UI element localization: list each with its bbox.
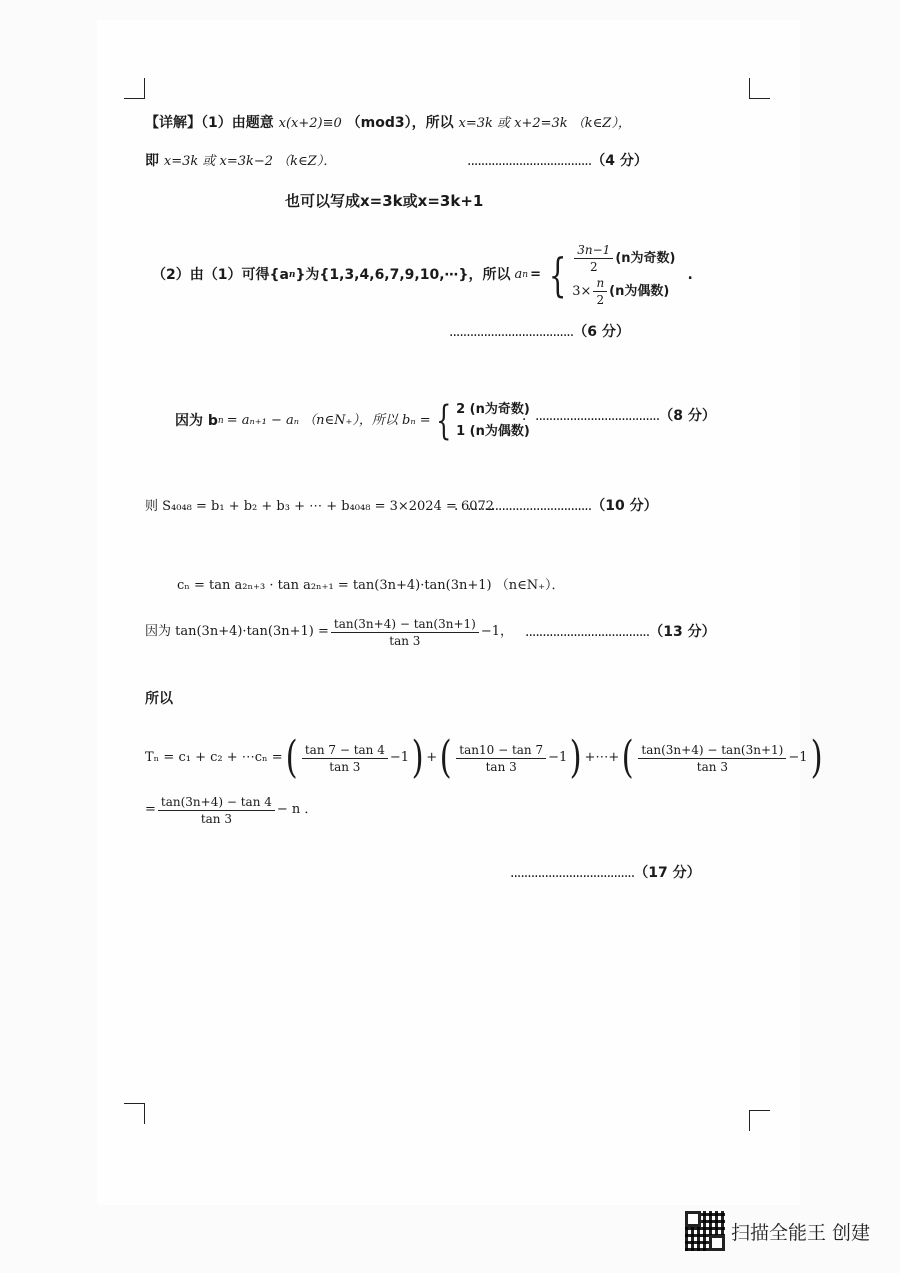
bn-case-even: 1 (n为偶数) xyxy=(456,424,530,439)
an-cases xyxy=(572,242,675,308)
score-8: ．....................................（8 分） xyxy=(522,408,716,424)
bn-brace: { xyxy=(435,398,451,444)
tan-identity-fraction: $\frac{\tan(3n+4) - \tan(3n+1)}{\tan 3}$ xyxy=(331,616,479,649)
part2-prefix: （2）由（1）可得{a xyxy=(152,267,289,283)
part1-line2-prefix: 即 xyxy=(145,153,159,169)
part1-condition: x(x+2)≡0 xyxy=(278,116,342,131)
part1-equation: x=3k 或 x+2=3k （k∈Z）， xyxy=(458,116,631,131)
corner-mark-top-right xyxy=(749,78,770,99)
corner-mark-top-left xyxy=(124,78,145,99)
part1-line1 xyxy=(145,113,631,134)
tn-fraction-2: $\frac{\tan 10 - \tan 7}{\tan 3}$ xyxy=(456,742,546,775)
suoyi-label: 所以 xyxy=(145,691,173,707)
an-brace: { xyxy=(548,248,567,302)
bn-prefix: 因为 b xyxy=(175,413,218,429)
scanner-watermark xyxy=(685,1211,870,1251)
bn-case-odd: 2 (n为奇数) xyxy=(456,402,530,417)
score-10: ．....................................（10 分） xyxy=(454,498,658,514)
tn-fraction-3: $\frac{\tan(3n+4) - \tan(3n+1)}{\tan 3}$ xyxy=(638,742,786,775)
score-17: ....................................（17 分） xyxy=(510,865,701,881)
bn-line: 因为 b n = aₙ₊₁ − aₙ （n∈N₊），所以 bₙ = { 2 (n为奇数) 1 (n为偶数) xyxy=(175,398,530,444)
score-13: ....................................（13 分） xyxy=(525,624,716,640)
sum-line: 则 S₄₀₄₈ = b₁ + b₂ + b₃ + ⋯ + b₄₀₄₈ = 3×2024 = 6072 xyxy=(145,499,495,514)
corner-mark-bottom-right xyxy=(749,1110,770,1131)
watermark-text: 扫描全能王 创建 xyxy=(730,1221,870,1244)
tan-identity-line: 因为 tan(3n+4)·tan(3n+1) = $\frac{\tan(3n+4) - \tan(3n+1)}{\tan 3}$ −1， xyxy=(145,616,513,648)
part1-line2-equation: x=3k 或 x=3k−2 （k∈Z）． xyxy=(163,154,337,169)
score-6: ....................................（6 分） xyxy=(449,324,630,340)
score-4: ....................................（4 分） xyxy=(467,153,648,169)
bn-definition: = aₙ₊₁ − aₙ （n∈N₊），所以 bₙ = xyxy=(226,413,431,428)
part1-intro: （1）由题意 xyxy=(201,115,274,131)
cn-line: cₙ = tan a₂ₙ₊₃ · tan a₂ₙ₊₁ = tan(3n+4)·tan(3n+1) （n∈N₊）． xyxy=(177,578,565,593)
tn-fraction-1: $\frac{\tan 7 - \tan 4}{\tan 3}$ xyxy=(302,742,388,775)
tn-result-fraction: $\frac{\tan(3n+4) - \tan 4}{\tan 3}$ xyxy=(158,794,275,827)
bn-cases xyxy=(456,399,530,443)
an-case-even: 3× $\frac{n}{2}$ (n为偶数) xyxy=(572,276,670,307)
tn-line: Tₙ = c₁ + c₂ + ⋯cₙ = ( $\frac{\tan 7 - \tan 4}{\tan 3}$ −1 ) + ( $\frac{\tan 10 - \tan 7}{\tan 3}$ −1 ) +⋯+ ( $\frac{\tan(3n+4) - \tan(3n+1)}{\tan 3}$ −1 ) xyxy=(145,732,823,783)
tn-result-line: = $\frac{\tan(3n+4) - \tan 4}{\tan 3}$ − n ． xyxy=(145,794,318,826)
part2-sequence: }为{1,3,4,6,7,9,10,⋯}，所以 xyxy=(295,267,511,283)
part2-sequence-line: （2）由（1）可得{a n }为{1,3,4,6,7,9,10,⋯}，所以 a n = { $\frac{3n-1}{2}$ (n为奇数) 3× $\frac{n}{2}$ (n为偶数) . xyxy=(152,243,693,307)
corner-mark-bottom-left xyxy=(124,1103,145,1124)
part1-mod: （mod3），所以 xyxy=(346,115,454,131)
an-case-odd: $\frac{3n-1}{2}$ (n为奇数) xyxy=(572,242,675,275)
handwritten-note: 也可以写成x=3k或x=3k+1 xyxy=(285,192,484,210)
qr-code-icon xyxy=(685,1211,725,1251)
an-symbol: a xyxy=(514,267,523,282)
solution-title: 【详解】 xyxy=(145,115,201,131)
document-page xyxy=(97,20,823,1205)
part1-line2 xyxy=(145,151,336,172)
